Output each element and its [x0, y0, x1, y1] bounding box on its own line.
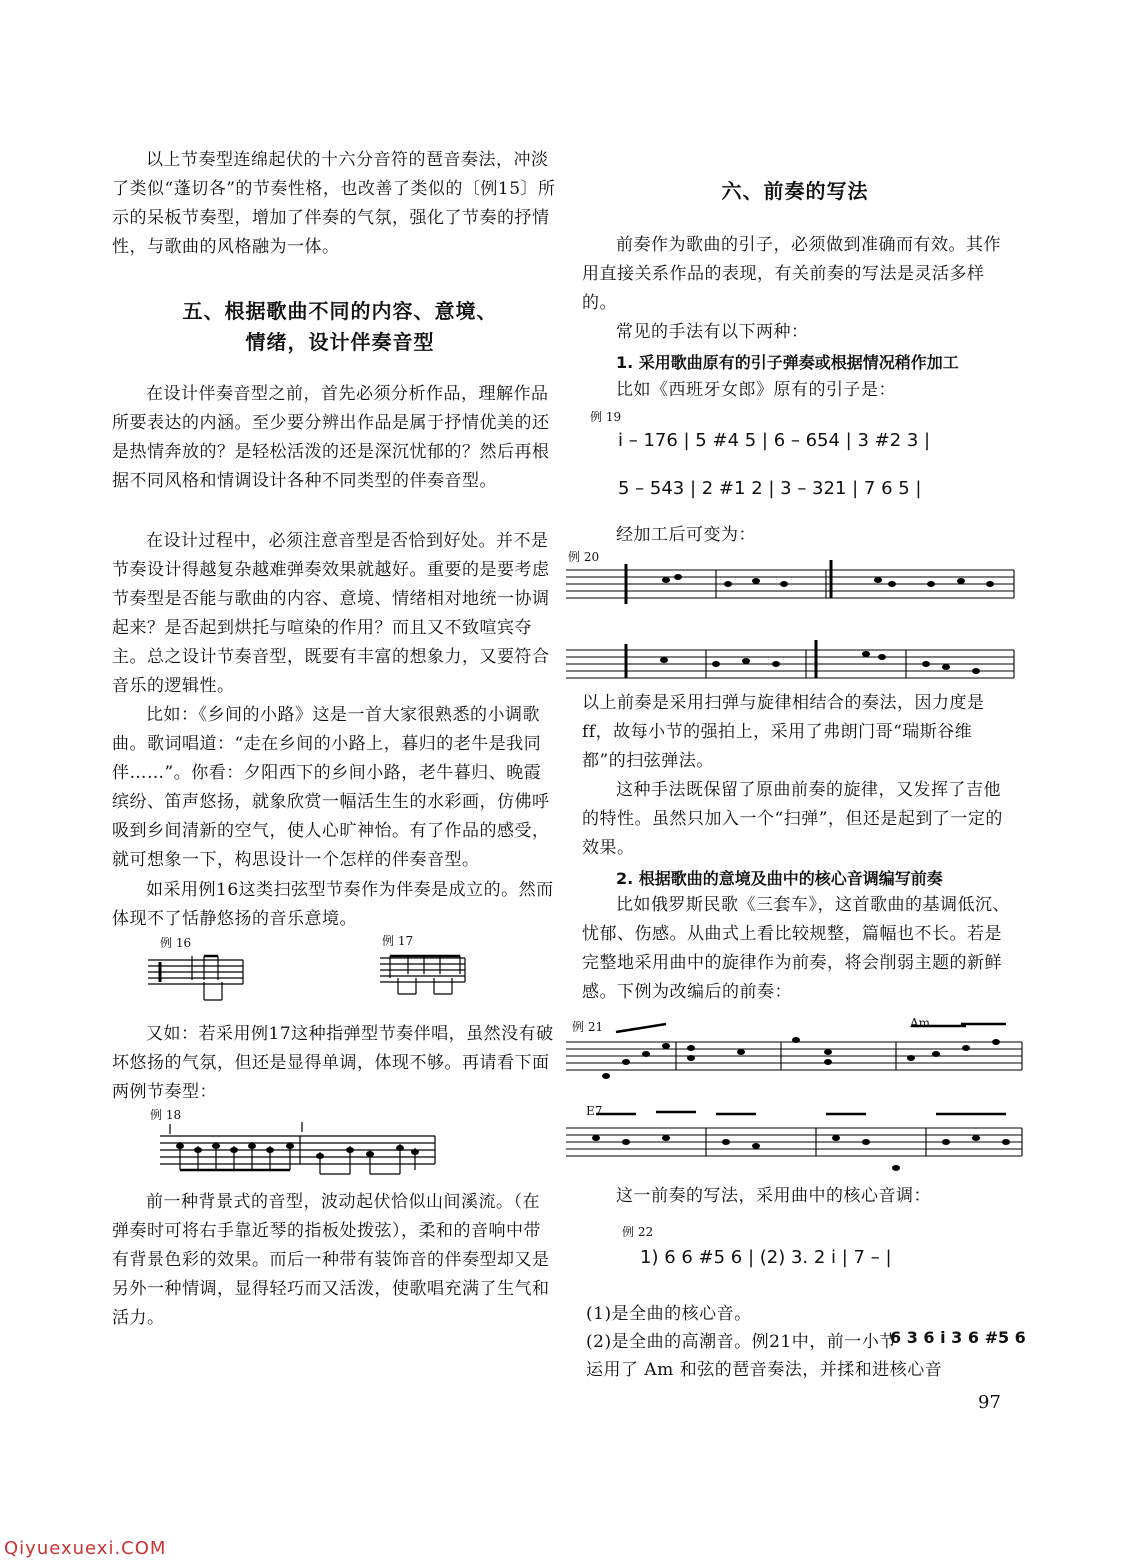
paragraph-design-process: 在设计过程中，必须注意音型是否恰到好处。并不是节奏设计得越复杂越难弹奏效果就越好。重要的是要考虑节奏型是否能与歌曲的内容、意境、情绪相对地统一协调起来？是否起到烘托与喧染的作用？而且又不致喧宾夺主。总之设计节奏音型，既要有丰富的想象力，又要符合音乐的逻辑性。 — [112, 531, 550, 696]
example-20-notation — [566, 560, 1016, 700]
subheading-method-1: 1. 采用歌曲原有的引子弹奏或根据情况稍作加工 — [616, 353, 959, 372]
example-17-notation — [380, 948, 470, 998]
note-core-tone: (1)是全曲的核心音。 — [586, 1304, 752, 1324]
paragraph-two-patterns: 前一种背景式的音型，波动起伏恰似山间溪流。（在弹奏时可将右手靠近琴的指板处拨弦），柔和的音响中带有背景色彩的效果。而后一种带有装饰音的伴奏型却又是另外一种情调，显得轻巧而又活泼，使歌唱充满了生气和活力。 — [112, 1192, 550, 1328]
example-21-label: 例 21 — [572, 1020, 604, 1034]
note-climax-tone: (2)是全曲的高潮音。例21中，前一小节 — [586, 1332, 897, 1352]
example-17-label: 例 17 — [382, 934, 414, 948]
section-heading-5-line2: 情绪，设计伴奏音型 — [245, 330, 435, 354]
example-19-line2: 5 – 543 | 2 #1 2 | 3 – 321 | 7 6 5 | — [618, 478, 922, 499]
paragraph-guitar-feature: 这种手法既保留了原曲前奏的旋律，又发挥了吉他的特性。虽然只加入一个“扫弹”，但还是起到了一定的效果。 — [582, 780, 1003, 858]
paragraph-troika: 比如俄罗斯民歌《三套车》，这首歌曲的基调低沉、忧郁、伤感。从曲式上看比较规整，篇幅也不长。若是完整地采用曲中的旋律作为前奏，将会削弱主题的新鲜感。下例为改编后的前奏： — [582, 895, 1010, 1002]
paragraph-two-methods: 常见的手法有以下两种： — [616, 322, 809, 342]
example-22-label: 例 22 — [622, 1225, 654, 1239]
paragraph-after-processing: 经加工后可变为： — [616, 525, 756, 545]
note-climax-numbers: 6 3 6 i 3 6 #5 6 — [890, 1328, 1026, 1347]
section-heading-5-line1: 五、根据歌曲不同的内容、意境、 — [182, 299, 498, 323]
example-18-label: 例 18 — [150, 1108, 182, 1122]
example-21-notation — [566, 1018, 1026, 1198]
paragraph-prelude-intro: 前奏作为歌曲的引子，必须做到准确而有效。其作用直接关系作品的表现，有关前奏的写法是灵活多样的。 — [582, 235, 1001, 313]
paragraph-example16: 如采用例16这类扫弦型节奏作为伴奏是成立的。然而体现不了恬静悠扬的音乐意境。 — [112, 880, 554, 929]
paragraph-analyze-work: 在设计伴奏音型之前，首先必须分析作品，理解作品所要表达的内涵。至少要分辨出作品是属于抒情优美的还是热情奔放的？是轻松活泼的还是深沉忧郁的？然后再根据不同风格和情调设计各种不同类型的伴奏音型。 — [112, 384, 550, 491]
example-18-notation — [160, 1122, 440, 1182]
example-19-label: 例 19 — [590, 410, 622, 424]
note-am-arpeggio: 运用了 Am 和弦的琶音奏法，并揉和进核心音 — [586, 1360, 943, 1380]
paragraph-spanish-girl: 比如《西班牙女郎》原有的引子是： — [616, 380, 896, 400]
site-watermark: Qiyuexuexi.COM — [4, 1538, 167, 1559]
chord-am-label: Am — [910, 1016, 931, 1030]
page-number: 97 — [978, 1392, 1001, 1413]
example-19-line1: i – 176 | 5 #4 5 | 6 – 654 | 3 #2 3 | — [618, 430, 931, 451]
paragraph-arpeggio-summary: 以上节奏型连绵起伏的十六分音符的琶音奏法，冲淡了类似“蓬切各”的节奏性格，也改善了类似的〔例15〕所示的呆板节奏型，增加了伴奏的气氛，强化了节奏的抒情性，与歌曲的风格融为一体。 — [112, 150, 556, 257]
paragraph-ff-strum: 以上前奏是采用扫弹与旋律相结合的奏法，因力度是ff，故每小节的强拍上，采用了弗朗门哥“瑞斯谷维都”的扫弦弹法。 — [582, 693, 985, 771]
example-16-notation — [148, 952, 248, 1002]
subheading-method-2: 2. 根据歌曲的意境及曲中的核心音调编写前奏 — [616, 869, 943, 888]
example-20-label: 例 20 — [568, 550, 600, 564]
paragraph-example17: 又如：若采用例17这种指弹型节奏伴唱，虽然没有破坏悠扬的气氛，但还是显得单调，体现不够。再请看下面两例节奏型： — [112, 1024, 554, 1102]
section-heading-6: 六、前奏的写法 — [721, 179, 869, 203]
example-22-line: 1) 6 6 #5 6 | (2) 3. 2 i | 7 – | — [640, 1247, 892, 1268]
example-16-label: 例 16 — [160, 936, 192, 950]
paragraph-core-tone: 这一前奏的写法，采用曲中的核心音调： — [616, 1186, 931, 1206]
chord-e7-label: E7 — [586, 1104, 603, 1118]
paragraph-country-road: 比如：《乡间的小路》这是一首大家很熟悉的小调歌曲。歌词唱道：“走在乡间的小路上，暮归的老牛是我同伴……”。你看：夕阳西下的乡间小路，老牛暮归、晚霞缤纷、笛声悠扬，就象欣赏一幅活生生的水彩画，仿佛呼吸到乡间清新的空气，使人心旷神怡。有了作品的感受，就可想象一下，构思设计一个怎样的伴奏音型。 — [112, 705, 550, 870]
